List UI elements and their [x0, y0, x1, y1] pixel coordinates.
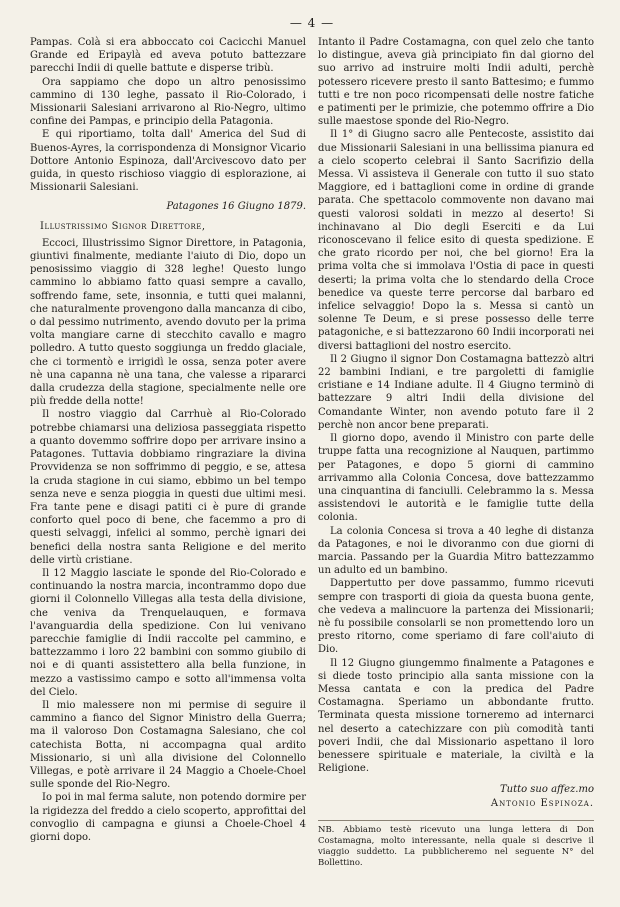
paragraph: Il 12 Maggio lasciate le sponde del Rio-Colorado e continuando la nostra marcia, incontrammo dopo due giorni il Colonnello Villegas alla testa della divisione, che veniva da Trenquelauquen, e formava l'avanguardia della spedizione. Con lui venivano parecchie famiglie di Indii raccolte pel cammino, e battezzammo i loro 22 bambini con sommo giubilo di noi e di quanti assistettero alla bella funzione, in mezzo a vastissimo campo e sotto all'immensa volta del Cielo. — [30, 567, 306, 698]
paragraph: Eccoci, Illustrissimo Signor Direttore, in Patagonia, giuntivi finalmente, mediante l'aiuto di Dio, dopo un penosissimo viaggio di 328 leghe! Questo lungo cammino lo abbiamo fatto quasi sempre a cavallo, soffrendo fame, sete, insonnia, e tutti quei malanni, che naturalmente provengono dalla mancanza di cibo, o dal pessimo nutrimento, avendo dovuto per la prima volta mangiare carne di stecchito cavallo e magro polledro. A tutto questo soggiunga un freddo glaciale, che ci tormentò e irrigidì le ossa, senza poter avere nè una capanna nè una tana, che valesse a ripararci dalla crudezza della stagione, specialmente nelle ore più fredde della notte! — [30, 237, 306, 408]
salutation: Illustrissimo Signor Direttore, — [40, 220, 206, 232]
two-column-body — [30, 36, 594, 869]
paragraph: Il nostro viaggio dal Carrhuè al Rio-Colorado potrebbe chiamarsi una deliziosa passeggiata rispetto a quanto dovemmo soffrire dopo per arrivare insino a Patagones. Tuttavia dobbiamo ringraziare la divina Provvidenza se non soffrimmo di peggio, e se, attesa la cruda stagione in cui siamo, ebbimo un bel tempo senza neve e senza pioggia in questi due ultimi mesi. Fra tante pene e disagi patiti ci è pure di grande conforto quel poco di bene, che facemmo a pro di questi selvaggi, infelici al sommo, perchè ignari dei benefici della nostra santa Religione e del merito delle virtù cristiane. — [30, 409, 306, 566]
paragraph: Io poi in mal ferma salute, non potendo dormire per la rigidezza del freddo a cielo scoperto, approfittai del convoglio di campagna e giunsi a Choele-Choel 4 giorni dopo. — [30, 792, 306, 843]
paragraph: E qui riportiamo, tolta dall' America del Sud di Buenos-Ayres, la corrispondenza di Monsignor Vicario Dottore Antonio Espinoza, dall'Arcivescovo dato per guida, in questo rischioso viaggio di esplorazione, ai Missionarii Salesiani. — [30, 129, 306, 194]
paragraph: Il mio malessere non mi permise di seguire il cammino a fianco del Signor Ministro della Guerra; ma il valoroso Don Costamagna Salesiano, che col catechista Botta, ni accompagna qual ardito Missionario, si unì alla divisione del Colonnello Villegas, e potè arrivare il 24 Maggio a Choele-Choel sulle sponde del Rio-Negro. — [30, 699, 306, 791]
paragraph: Il giorno dopo, avendo il Ministro con parte delle truppe fatta una recognizione al Nauquen, partimmo per Patagones, e dopo 5 giorni di cammino arrivammo alla Colonia Concesa, dove battezzammo una cinquantina di fanciulli. Celebrammo la s. Messa assistendovi le autorità e le famiglie tutte della colonia. — [318, 433, 594, 524]
signature: Antonio Espinoza. — [490, 797, 594, 809]
closing: Tutto suo affez.mo — [499, 784, 594, 796]
editor-note: NB. Abbiamo testè ricevuto una lunga lettera di Don Costamagna, molto interessante, nella quale si descrive il viaggio suddetto. La pubblicheremo nel seguente N° del Bollettino. — [318, 820, 594, 869]
page-number: — 4 — — [289, 16, 335, 30]
paragraph: Pampas. Colà si era abboccato coi Cacicchi Manuel Grande ed Eripaylà ed aveva potuto battezzare parecchi Indii di quelle battute e disperse tribù. — [30, 37, 306, 75]
right-column — [318, 36, 594, 869]
paragraph: Dappertutto per dove passammo, fummo ricevuti sempre con trasporti di gioia da questa buona gente, che vedeva a malincuore la partenza dei Missionarii; nè fu possibile consolarli se non promettendo loro un presto ritorno, come speriamo di fare coll'aiuto di Dio. — [318, 578, 594, 656]
left-column — [30, 36, 306, 869]
paragraph: Intanto il Padre Costamagna, con quel zelo che tanto lo distingue, aveva già principiato fin dal giorno del suo arrivo ad instruire molti Indii adulti, perchè potessero ricevere presto il santo Battesimo; e fummo tutti e tre non poco ricompensati delle nostre fatiche e patimenti per le primizie, che potemmo offrire a Dio sulle maestose sponde del Rio-Negro. — [318, 37, 594, 128]
paragraph: La colonia Concesa si trova a 40 leghe di distanza da Patagones, e noi le divoranmo con due giorni di marcia. Passando per la Guardia Mitro battezzammo un adulto ed un bambino. — [318, 525, 594, 577]
dateline: Patagones 16 Giugno 1879. — [166, 201, 306, 213]
paragraph: Il 12 Giugno giungemmo finalmente a Patagones e si diede tosto principio alla santa missione con la Messa cantata e con la predica del Padre Costamagna. Speriamo un abbondante frutto. Terminata questa missione torneremo ad internarci nel deserto a catechizzare con più comodità tanti poveri Indii, che dal Missionario aspettano il loro benessere spirituale e materiale, la civiltà e la Religione. — [318, 657, 594, 775]
paragraph: Il 1° di Giugno sacro alle Pentecoste, assistito dai due Missionarii Salesiani in una bellissima pianura ed a cielo scoperto celebrai il Santo Sacrifizio della Messa. Vi assisteva il Generale con tutto il suo stato Maggiore, ed i battaglioni come in ordine di grande parata. Che spettacolo commovente non davano mai questi valorosi soldati in mezzo al deserto! Si inchinavano al Dio degli Eserciti e da Lui riconoscevano il felice esito di questa spedizione. E che grato ricordo per noi, che bel giorno! Era la prima volta che si immolava l'Ostia di pace in questi deserti; la prima volta che lo stendardo della Croce benedice va queste terre percorse dal barbaro ed infelice selvaggio! Dopo la s. Messa si cantò un solenne Te Deum, e si prese possesso delle terre patagoniche, e si battezzarono 60 Indii incorporati nei diversi battaglioni del nostro esercito. — [318, 129, 595, 352]
paragraph: Ora sappiamo che dopo un altro penosissimo cammino di 130 leghe, passato il Rio-Colorado, i Missionarii Salesiani arrivarono al Rio-Negro, ultimo confine dei Pampas, e principio della Patagonia. — [30, 76, 306, 128]
paragraph: Il 2 Giugno il signor Don Costamagna battezzò altri 22 bambini Indiani, e tre pargoletti di famiglie cristiane e 14 Indiane adulte. Il 4 Giugno terminò di battezzare 9 altri Indii della divisione del Comandante Winter, non avendo potuto fare il 2 perchè non ancor bene preparati. — [318, 353, 594, 431]
